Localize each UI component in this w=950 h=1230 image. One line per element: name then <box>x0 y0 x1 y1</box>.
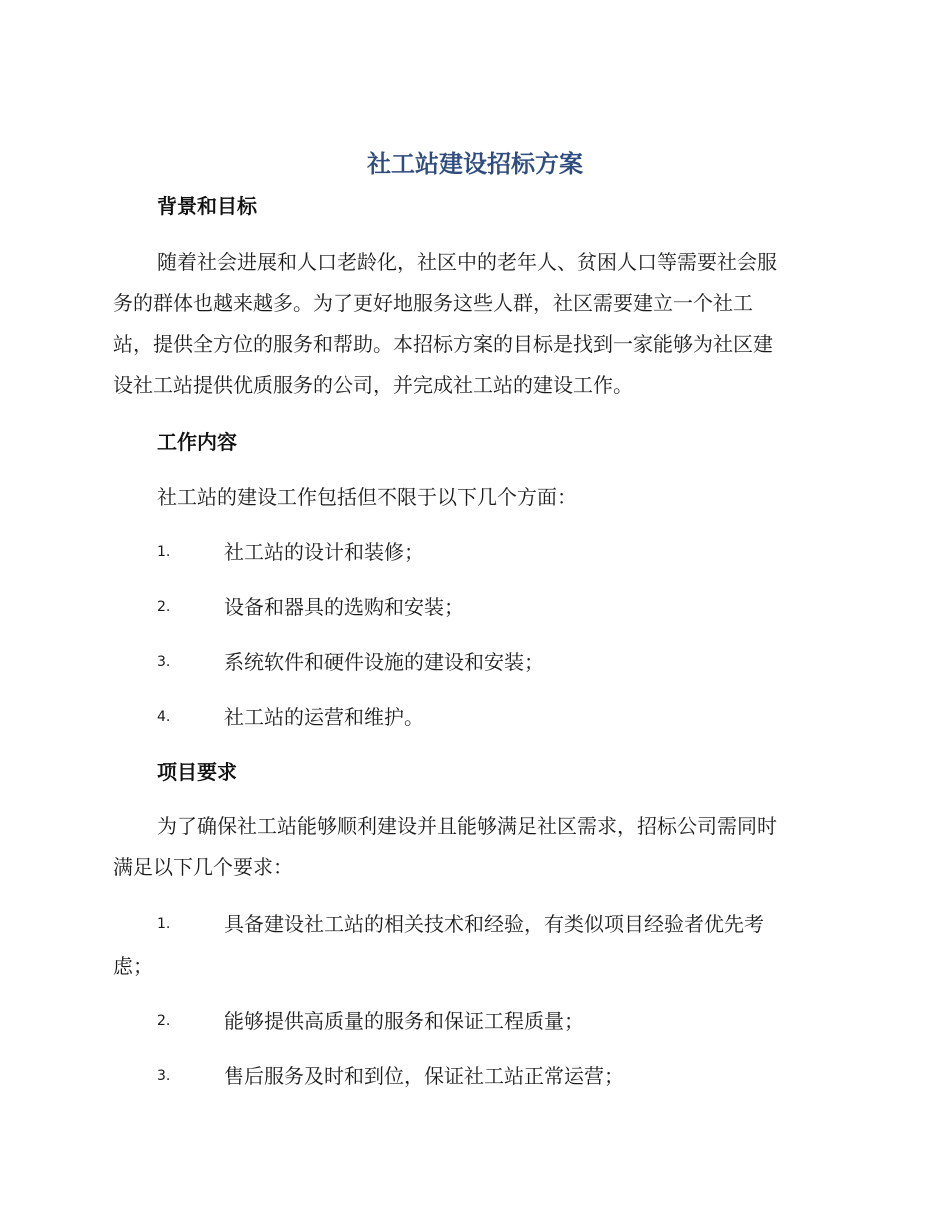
list-item-number: 2. <box>157 1013 171 1029</box>
list-item-number: 4. <box>157 709 171 725</box>
paragraph-line: 务的群体也越来越多。为了更好地服务这些人群，社区需要建立一个社工 <box>113 291 753 315</box>
list-item-number: 3. <box>157 654 171 670</box>
list-item-text: 具备建设社工站的相关技术和经验，有类似项目经验者优先考 <box>224 912 764 936</box>
paragraph-line: 为了确保社工站能够顺利建设并且能够满足社区需求，招标公司需同时 <box>157 814 777 838</box>
list-item-number: 1. <box>157 544 171 560</box>
section-heading-background: 背景和目标 <box>157 194 257 218</box>
paragraph-line: 设社工站提供优质服务的公司，并完成社工站的建设工作。 <box>113 373 633 397</box>
section-heading-work: 工作内容 <box>157 430 237 454</box>
work-intro: 社工站的建设工作包括但不限于以下几个方面： <box>157 485 577 509</box>
list-item-text: 系统软件和硬件设施的建设和安装； <box>224 650 544 674</box>
list-item-text: 社工站的运营和维护。 <box>224 705 424 729</box>
paragraph-line: 站，提供全方位的服务和帮助。本招标方案的目标是找到一家能够为社区建 <box>113 332 773 356</box>
list-item-text: 能够提供高质量的服务和保证工程质量； <box>224 1009 584 1033</box>
list-item-text: 设备和器具的选购和安装； <box>224 595 464 619</box>
requirements-intro <box>113 806 833 888</box>
list-item-number: 3. <box>157 1068 171 1084</box>
list-item-continuation: 虑； <box>113 954 153 978</box>
section-heading-requirements: 项目要求 <box>157 760 237 784</box>
paragraph-line: 满足以下几个要求： <box>113 855 293 879</box>
list-item-number: 2. <box>157 599 171 615</box>
list-item-text: 售后服务及时和到位，保证社工站正常运营； <box>224 1064 624 1088</box>
list-item-text: 社工站的设计和装修； <box>224 540 424 564</box>
list-item-number: 1. <box>157 916 171 932</box>
background-paragraph <box>113 242 833 406</box>
document-title: 社工站建设招标方案 <box>367 150 583 178</box>
paragraph-line: 随着社会进展和人口老龄化，社区中的老年人、贫困人口等需要社会服 <box>157 250 777 274</box>
